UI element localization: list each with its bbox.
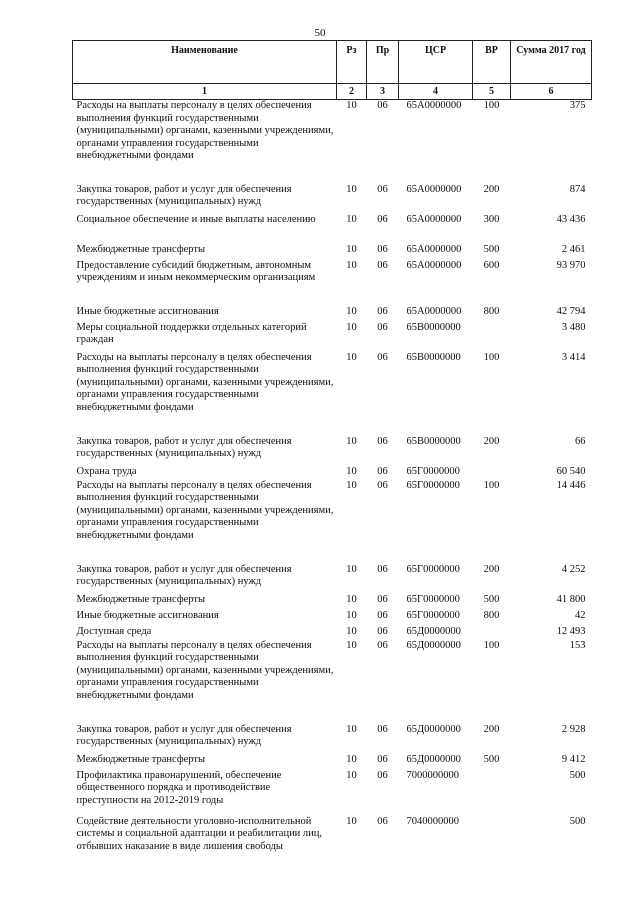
cell-rz: 10 bbox=[346, 769, 357, 781]
table-row bbox=[73, 436, 592, 466]
cell-sum: 375 bbox=[569, 100, 586, 111]
cell-csr: 65А0000000 bbox=[406, 243, 462, 255]
cell-vr: 200 bbox=[483, 723, 500, 735]
cell-rz: 10 bbox=[346, 479, 357, 491]
cell-vr: 100 bbox=[483, 639, 500, 651]
cell-name: Расходы на выплаты персоналу в целях обеспечения выполнения функций государственными (муниципальными) органами, казенными учреждениями, органами управления государственными внебюджетными фондами bbox=[76, 100, 334, 161]
cell-sum: 12 493 bbox=[556, 625, 586, 637]
cell-csr: 65А0000000 bbox=[406, 183, 462, 195]
cell-csr: 65Д0000000 bbox=[406, 639, 461, 651]
table-row bbox=[73, 184, 592, 214]
cell-pr: 06 bbox=[377, 815, 388, 827]
cell-name: Меры социальной поддержки отдельных категорий граждан bbox=[76, 321, 307, 345]
cell-name: Профилактика правонарушений, обеспечение общественного порядка и противодействие преступности на 2012-2019 годы bbox=[76, 769, 282, 806]
table-row bbox=[73, 594, 592, 610]
table-row bbox=[73, 626, 592, 640]
table-header bbox=[73, 41, 592, 100]
cell-pr: 06 bbox=[377, 609, 388, 621]
page-number: 50 bbox=[314, 27, 326, 39]
cell-pr: 06 bbox=[377, 100, 388, 111]
cell-vr: 500 bbox=[483, 243, 500, 255]
cell-csr: 65А0000000 bbox=[406, 305, 462, 317]
cell-rz: 10 bbox=[346, 753, 357, 765]
cell-vr: 500 bbox=[483, 593, 500, 605]
cell-rz: 10 bbox=[346, 100, 357, 111]
cell-name: Закупка товаров, работ и услуг для обеспечения государственных (муниципальных) нужд bbox=[76, 563, 292, 587]
column-header-sum: Сумма 2017 год bbox=[511, 41, 592, 84]
cell-vr: 500 bbox=[483, 753, 500, 765]
cell-vr: 800 bbox=[483, 305, 500, 317]
cell-csr: 65В0000000 bbox=[406, 435, 461, 447]
cell-vr: 800 bbox=[483, 609, 500, 621]
cell-pr: 06 bbox=[377, 479, 388, 491]
cell-rz: 10 bbox=[346, 723, 357, 735]
cell-csr: 7000000000 bbox=[406, 769, 459, 781]
cell-rz: 10 bbox=[346, 465, 357, 477]
cell-pr: 06 bbox=[377, 753, 388, 765]
cell-name: Закупка товаров, работ и услуг для обеспечения государственных (муниципальных) нужд bbox=[76, 183, 292, 207]
cell-sum: 93 970 bbox=[556, 259, 586, 271]
cell-csr: 65Д0000000 bbox=[406, 625, 461, 637]
cell-csr: 65А0000000 bbox=[406, 100, 462, 111]
cell-csr: 65Г0000000 bbox=[406, 563, 460, 575]
cell-pr: 06 bbox=[377, 563, 388, 575]
cell-sum: 43 436 bbox=[556, 213, 586, 225]
cell-name: Предоставление субсидий бюджетным, автономным учреждениям и иным некоммерческим организациям bbox=[76, 259, 316, 283]
cell-csr: 65В0000000 bbox=[406, 351, 461, 363]
column-number: 3 bbox=[367, 84, 399, 100]
cell-sum: 9 412 bbox=[561, 753, 586, 765]
cell-pr: 06 bbox=[377, 305, 388, 317]
cell-sum: 2 928 bbox=[561, 723, 586, 735]
cell-pr: 06 bbox=[377, 465, 388, 477]
cell-vr: 200 bbox=[483, 183, 500, 195]
cell-csr: 65А0000000 bbox=[406, 259, 462, 271]
cell-vr: 600 bbox=[483, 259, 500, 271]
cell-rz: 10 bbox=[346, 639, 357, 651]
cell-rz: 10 bbox=[346, 351, 357, 363]
cell-sum: 3 480 bbox=[561, 321, 586, 333]
table-row bbox=[73, 564, 592, 594]
cell-rz: 10 bbox=[346, 213, 357, 225]
cell-name: Закупка товаров, работ и услуг для обеспечения государственных (муниципальных) нужд bbox=[76, 435, 292, 459]
cell-sum: 500 bbox=[569, 769, 586, 781]
cell-sum: 42 794 bbox=[556, 305, 586, 317]
table-row bbox=[73, 244, 592, 260]
cell-rz: 10 bbox=[346, 815, 357, 827]
cell-sum: 14 446 bbox=[556, 479, 586, 491]
cell-pr: 06 bbox=[377, 723, 388, 735]
cell-pr: 06 bbox=[377, 183, 388, 195]
column-header-pr: Пр bbox=[367, 41, 399, 84]
cell-pr: 06 bbox=[377, 321, 388, 333]
cell-rz: 10 bbox=[346, 243, 357, 255]
table-row bbox=[73, 306, 592, 322]
cell-name: Расходы на выплаты персоналу в целях обеспечения выполнения функций государственными (муниципальными) органами, казенными учреждениями, органами управления государственными внебюджетными фондами bbox=[76, 639, 334, 701]
cell-name: Межбюджетные трансферты bbox=[76, 593, 206, 605]
cell-sum: 41 800 bbox=[556, 593, 586, 605]
column-number: 6 bbox=[511, 84, 592, 100]
cell-csr: 7040000000 bbox=[406, 815, 459, 827]
column-header-rz: Рз bbox=[337, 41, 367, 84]
cell-rz: 10 bbox=[346, 609, 357, 621]
table-row bbox=[73, 466, 592, 480]
cell-csr: 65Г0000000 bbox=[406, 609, 460, 621]
cell-sum: 4 252 bbox=[561, 563, 586, 575]
column-header-vr: ВР bbox=[473, 41, 511, 84]
cell-csr: 65Д0000000 bbox=[406, 753, 461, 765]
table-row bbox=[73, 640, 592, 724]
table-row bbox=[73, 816, 592, 866]
cell-pr: 06 bbox=[377, 435, 388, 447]
cell-vr: 300 bbox=[483, 213, 500, 225]
cell-name: Иные бюджетные ассигнования bbox=[76, 305, 219, 317]
cell-name: Содействие деятельности уголовно-исполнительной системы и социальной адаптации и реабилитации лиц, отбывших наказание в виде лишения свободы bbox=[76, 815, 323, 852]
cell-pr: 06 bbox=[377, 213, 388, 225]
header-row bbox=[73, 41, 592, 84]
cell-pr: 06 bbox=[377, 625, 388, 637]
cell-rz: 10 bbox=[346, 305, 357, 317]
column-number: 5 bbox=[473, 84, 511, 100]
table-row bbox=[73, 100, 592, 184]
table-row bbox=[73, 610, 592, 626]
cell-rz: 10 bbox=[346, 321, 357, 333]
cell-pr: 06 bbox=[377, 259, 388, 271]
column-number-row bbox=[73, 84, 592, 100]
table-row bbox=[73, 770, 592, 816]
cell-name: Расходы на выплаты персоналу в целях обеспечения выполнения функций государственными (муниципальными) органами, казенными учреждениями, органами управления государственными внебюджетными фондами bbox=[76, 351, 334, 413]
cell-name: Социальное обеспечение и иные выплаты населению bbox=[76, 213, 316, 225]
table-row bbox=[73, 754, 592, 770]
cell-sum: 3 414 bbox=[561, 351, 586, 363]
cell-csr: 65Г0000000 bbox=[406, 479, 460, 491]
cell-csr: 65Г0000000 bbox=[406, 593, 460, 605]
cell-name: Межбюджетные трансферты bbox=[76, 753, 206, 765]
column-header-csr: ЦСР bbox=[399, 41, 473, 84]
cell-vr: 100 bbox=[483, 479, 500, 491]
budget-table bbox=[72, 40, 592, 866]
cell-name: Охрана труда bbox=[76, 465, 137, 477]
column-number: 4 bbox=[399, 84, 473, 100]
cell-vr bbox=[473, 816, 511, 866]
cell-pr: 06 bbox=[377, 243, 388, 255]
cell-rz: 10 bbox=[346, 625, 357, 637]
cell-sum: 153 bbox=[569, 639, 586, 651]
cell-pr: 06 bbox=[377, 639, 388, 651]
table-row bbox=[73, 480, 592, 564]
cell-csr: 65Г0000000 bbox=[406, 465, 460, 477]
cell-rz: 10 bbox=[346, 183, 357, 195]
column-number: 2 bbox=[337, 84, 367, 100]
cell-vr: 200 bbox=[483, 435, 500, 447]
cell-name: Межбюджетные трансферты bbox=[76, 243, 206, 255]
cell-sum: 66 bbox=[575, 435, 586, 447]
cell-rz: 10 bbox=[346, 259, 357, 271]
cell-name: Расходы на выплаты персоналу в целях обеспечения выполнения функций государственными (муниципальными) органами, казенными учреждениями, органами управления государственными внебюджетными фондами bbox=[76, 479, 334, 541]
table-row bbox=[73, 724, 592, 754]
table-row bbox=[73, 322, 592, 352]
cell-sum: 42 bbox=[575, 609, 586, 621]
cell-vr bbox=[473, 626, 511, 640]
cell-sum: 2 461 bbox=[561, 243, 586, 255]
table-row bbox=[73, 214, 592, 244]
table-body bbox=[73, 100, 592, 866]
table-row bbox=[73, 260, 592, 306]
cell-sum: 874 bbox=[569, 183, 586, 195]
column-number: 1 bbox=[73, 84, 337, 100]
cell-rz: 10 bbox=[346, 593, 357, 605]
cell-pr: 06 bbox=[377, 593, 388, 605]
cell-pr: 06 bbox=[377, 351, 388, 363]
cell-rz: 10 bbox=[346, 563, 357, 575]
cell-pr: 06 bbox=[377, 769, 388, 781]
cell-csr: 65В0000000 bbox=[406, 321, 461, 333]
cell-csr: 65Д0000000 bbox=[406, 723, 461, 735]
cell-vr: 200 bbox=[483, 563, 500, 575]
column-header-name: Наименование bbox=[73, 41, 337, 84]
table-row bbox=[73, 352, 592, 436]
cell-vr: 100 bbox=[483, 351, 500, 363]
cell-rz: 10 bbox=[346, 435, 357, 447]
cell-vr bbox=[473, 770, 511, 816]
cell-name: Иные бюджетные ассигнования bbox=[76, 609, 219, 621]
cell-csr: 65А0000000 bbox=[406, 213, 462, 225]
cell-name: Доступная среда bbox=[76, 625, 152, 637]
cell-sum: 60 540 bbox=[556, 465, 586, 477]
cell-vr bbox=[473, 466, 511, 480]
cell-vr bbox=[473, 322, 511, 352]
cell-name: Закупка товаров, работ и услуг для обеспечения государственных (муниципальных) нужд bbox=[76, 723, 292, 747]
cell-sum: 500 bbox=[569, 815, 586, 827]
cell-vr: 100 bbox=[483, 100, 500, 111]
